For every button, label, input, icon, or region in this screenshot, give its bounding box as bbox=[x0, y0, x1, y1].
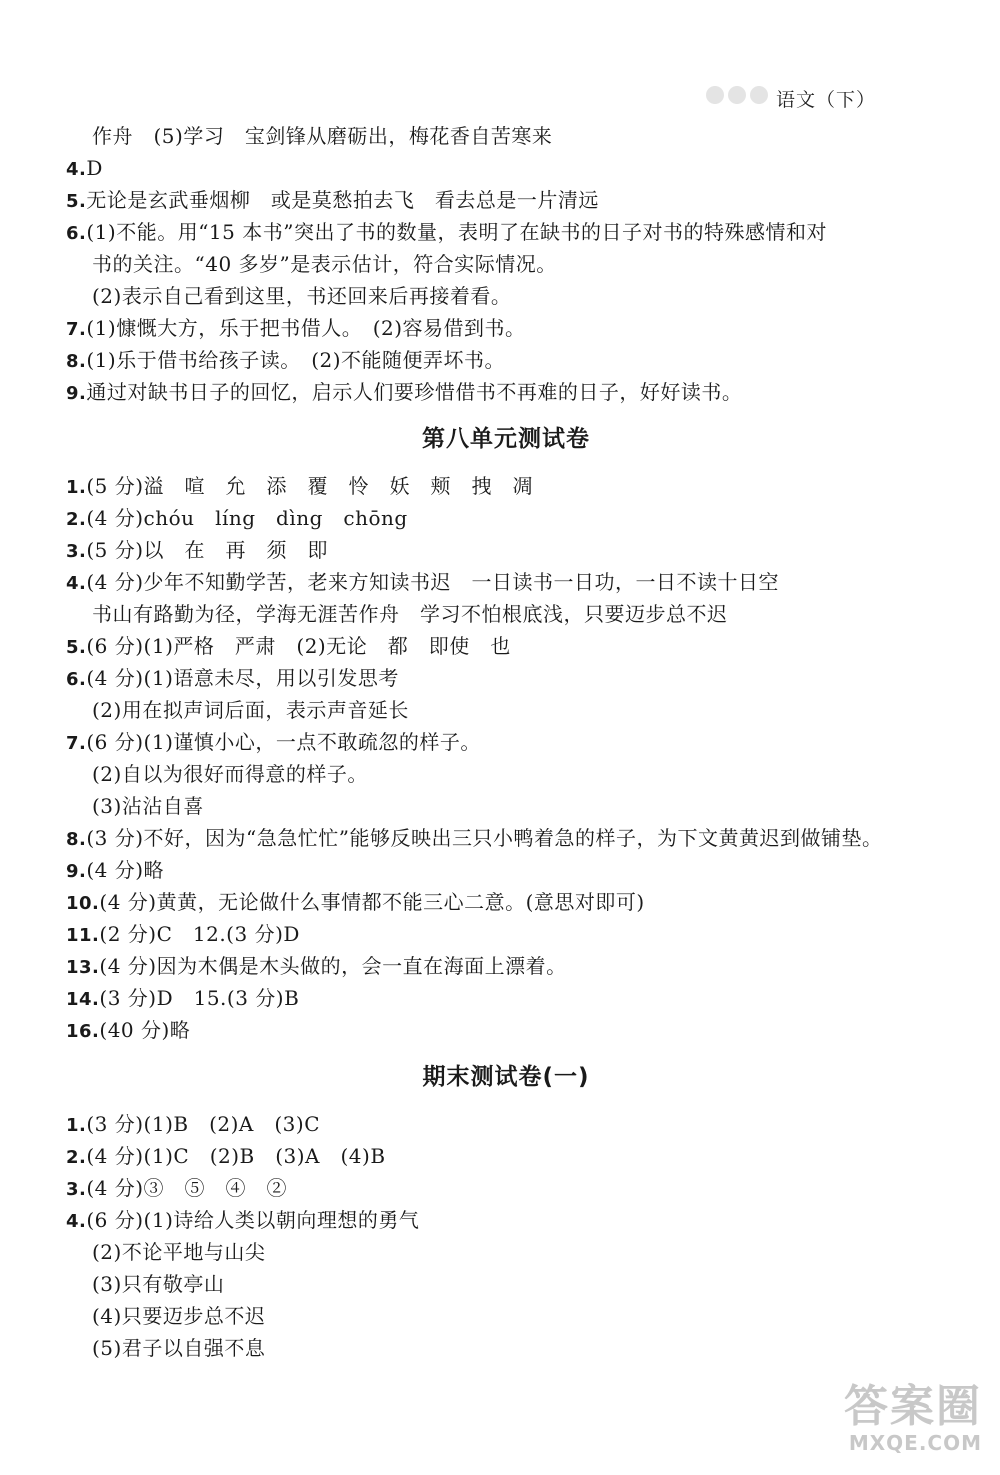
question-number: 7. bbox=[66, 319, 87, 340]
question-number: 3. bbox=[66, 1179, 87, 1200]
answer-text: (2 分)C 12.(3 分)D bbox=[99, 922, 300, 946]
answer-text: (5 分)以 在 再 须 即 bbox=[86, 538, 329, 562]
answer-line bbox=[66, 822, 946, 854]
answers-final-exam-1 bbox=[66, 1108, 946, 1364]
answer-line bbox=[66, 470, 946, 502]
answer-text: (4 分)黄黄，无论做什么事情都不能三心二意。(意思对即可) bbox=[99, 890, 645, 914]
question-number: 1. bbox=[66, 1115, 87, 1136]
header-decoration bbox=[706, 82, 772, 108]
answer-line bbox=[66, 534, 946, 566]
answer-line bbox=[66, 886, 946, 918]
question-number: 5. bbox=[66, 637, 87, 658]
answer-text: (4 分)少年不知勤学苦，老来方知读书迟 一日读书一日功，一日不读十日空 bbox=[86, 570, 780, 594]
question-number: 6. bbox=[66, 223, 87, 244]
answer-line bbox=[66, 502, 946, 534]
answer-text: (1)乐于借书给孩子读。 (2)不能随便弄坏书。 bbox=[86, 348, 506, 372]
question-number: 2. bbox=[66, 509, 87, 530]
question-number: 13. bbox=[66, 957, 100, 978]
answer-line bbox=[66, 376, 946, 408]
answer-line bbox=[66, 152, 946, 184]
answer-text: (2)表示自己看到这里，书还回来后再接着看。 bbox=[92, 284, 512, 308]
question-number: 3. bbox=[66, 541, 87, 562]
answer-line bbox=[66, 1140, 946, 1172]
answers-unit-8-test bbox=[66, 470, 946, 1046]
question-number: 2. bbox=[66, 1147, 87, 1168]
answer-text: (4 分)(1)语意未尽，用以引发思考 bbox=[86, 666, 399, 690]
answer-line bbox=[66, 758, 946, 790]
question-number: 16. bbox=[66, 1021, 100, 1042]
answer-text: 书的关注。“40 多岁”是表示估计，符合实际情况。 bbox=[92, 252, 557, 276]
answer-line bbox=[66, 216, 946, 248]
question-number: 10. bbox=[66, 893, 100, 914]
question-number: 4. bbox=[66, 1211, 87, 1232]
answer-text: D bbox=[86, 156, 103, 180]
answer-text: (2)用在拟声词后面，表示声音延长 bbox=[92, 698, 409, 722]
answer-line bbox=[66, 566, 946, 598]
answer-line bbox=[66, 854, 946, 886]
answer-line bbox=[66, 662, 946, 694]
answer-text: 通过对缺书日子的回忆，启示人们要珍惜借书不再难的日子，好好读书。 bbox=[86, 380, 743, 404]
answer-text: (4 分)(1)C (2)B (3)A (4)B bbox=[86, 1144, 386, 1168]
answer-text: (3 分)D 15.(3 分)B bbox=[99, 986, 300, 1010]
answer-text: (5)君子以自强不息 bbox=[92, 1336, 266, 1360]
question-number: 9. bbox=[66, 383, 87, 404]
answer-text: (40 分)略 bbox=[99, 1018, 191, 1042]
answer-line bbox=[66, 790, 946, 822]
answer-line bbox=[66, 598, 946, 630]
answer-line bbox=[66, 1204, 946, 1236]
answer-line bbox=[66, 1172, 946, 1204]
answers-previous-unit bbox=[66, 120, 946, 408]
answer-text: (1)慷慨大方，乐于把书借人。 (2)容易借到书。 bbox=[86, 316, 526, 340]
question-number: 9. bbox=[66, 861, 87, 882]
answer-text: (3)沾沾自喜 bbox=[92, 794, 204, 818]
question-number: 1. bbox=[66, 477, 87, 498]
running-header: 语文（下） bbox=[776, 89, 877, 111]
answer-line bbox=[66, 280, 946, 312]
answer-line bbox=[66, 1108, 946, 1140]
answer-text: (3 分)不好，因为“急急忙忙”能够反映出三只小鸭着急的样子，为下文黄黄迟到做铺垫。 bbox=[86, 826, 883, 850]
watermark-logo-text: 答案圈 bbox=[844, 1381, 982, 1432]
question-number: 14. bbox=[66, 989, 100, 1010]
answer-line bbox=[66, 630, 946, 662]
answer-line bbox=[66, 918, 946, 950]
answer-text: (4 分)因为木偶是木头做的，会一直在海面上漂着。 bbox=[99, 954, 567, 978]
answer-line bbox=[66, 726, 946, 758]
answer-text: (6 分)(1)严格 严肃 (2)无论 都 即使 也 bbox=[86, 634, 511, 658]
answer-text: (2)自以为很好而得意的样子。 bbox=[92, 762, 368, 786]
answer-line bbox=[66, 1014, 946, 1046]
answer-text: 作舟 (5)学习 宝剑锋从磨砺出，梅花香自苦寒来 bbox=[92, 124, 553, 148]
answer-line bbox=[66, 184, 946, 216]
answer-text: (4 分)chóu líng dìng chōng bbox=[86, 506, 408, 530]
section-title-final-exam-1: 期末测试卷(一) bbox=[422, 1064, 590, 1090]
answer-content bbox=[66, 120, 946, 1364]
answer-line bbox=[66, 1332, 946, 1364]
answer-text: (3 分)(1)B (2)A (3)C bbox=[86, 1112, 320, 1136]
question-number: 8. bbox=[66, 829, 87, 850]
watermark-logo bbox=[802, 1383, 982, 1461]
answer-line bbox=[66, 344, 946, 376]
question-number: 4. bbox=[66, 159, 87, 180]
watermark-url: MXQE.COM bbox=[848, 1431, 982, 1455]
answer-line bbox=[66, 1236, 946, 1268]
question-number: 5. bbox=[66, 191, 87, 212]
question-number: 7. bbox=[66, 733, 87, 754]
question-number: 4. bbox=[66, 573, 87, 594]
answer-line bbox=[66, 248, 946, 280]
section-title-unit-8: 第八单元测试卷 bbox=[422, 426, 590, 452]
answer-text: 书山有路勤为径，学海无涯苦作舟 学习不怕根底浅，只要迈步总不迟 bbox=[92, 602, 728, 626]
question-number: 6. bbox=[66, 669, 87, 690]
answer-text: (4 分)略 bbox=[86, 858, 165, 882]
answer-line bbox=[66, 312, 946, 344]
answer-line bbox=[66, 120, 946, 152]
answer-text: (6 分)(1)诗给人类以朝向理想的勇气 bbox=[86, 1208, 420, 1232]
answer-text: 无论是玄武垂烟柳 或是莫愁拍去飞 看去总是一片清远 bbox=[86, 188, 599, 212]
answer-line bbox=[66, 950, 946, 982]
answer-text: (4)只要迈步总不迟 bbox=[92, 1304, 266, 1328]
question-number: 11. bbox=[66, 925, 100, 946]
answer-line bbox=[66, 982, 946, 1014]
answer-line bbox=[66, 1268, 946, 1300]
answer-text: (1)不能。用“15 本书”突出了书的数量，表明了在缺书的日子对书的特殊感情和对 bbox=[86, 220, 827, 244]
answer-line bbox=[66, 694, 946, 726]
answer-line bbox=[66, 1300, 946, 1332]
answer-text: (5 分)溢 喧 允 添 覆 怜 妖 颊 拽 凋 bbox=[86, 474, 534, 498]
answer-text: (6 分)(1)谨慎小心，一点不敢疏忽的样子。 bbox=[86, 730, 481, 754]
question-number: 8. bbox=[66, 351, 87, 372]
answer-text: (2)不论平地与山尖 bbox=[92, 1240, 266, 1264]
answer-text: (3)只有敬亭山 bbox=[92, 1272, 225, 1296]
answer-text: (4 分)③ ⑤ ④ ② bbox=[86, 1176, 288, 1200]
